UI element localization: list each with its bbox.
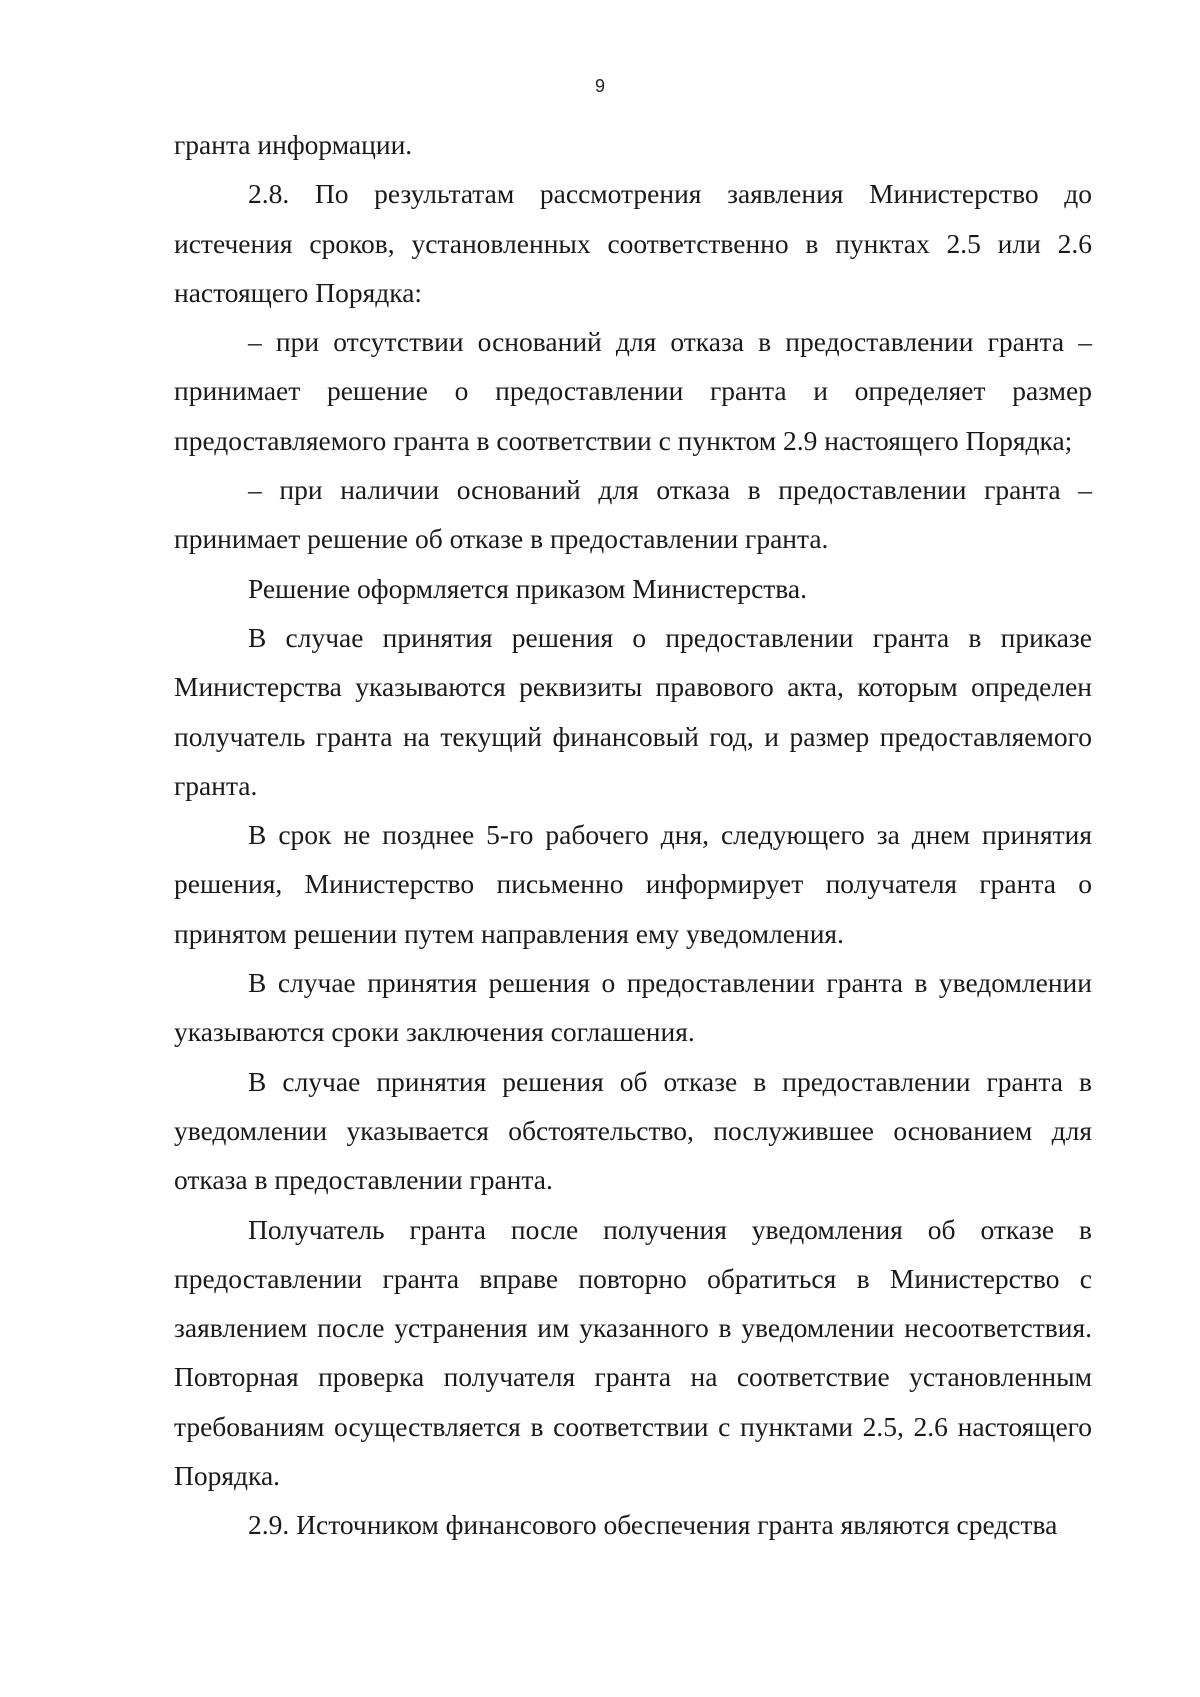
paragraph-grounds-for-refusal: – при наличии оснований для отказа в предоставлении гранта – принимает решение об отказе в предоставлении гранта. <box>174 474 1092 555</box>
document-body <box>174 120 1092 1550</box>
paragraph-2-8: 2.8. По результатам рассмотрения заявления Министерство до истечения сроков, установленных соответственно в пунктах 2.5 или 2.6 настоящего Порядка: <box>174 178 1092 308</box>
paragraph-no-grounds-for-refusal: – при отсутствии оснований для отказа в предоставлении гранта – принимает решение о предоставлении гранта и определяет размер предоставляемого гранта в соответствии с пунктом 2.9 настоящего Порядка; <box>174 326 1092 456</box>
paragraph-notification-approval: В случае принятия решения о предоставлении гранта в уведомлении указываются сроки заключения соглашения. <box>174 967 1092 1048</box>
paragraph-notification-refusal: В случае принятия решения об отказе в предоставлении гранта в уведомлении указывается обстоятельство, послужившее основанием для отказа в предоставлении гранта. <box>174 1065 1092 1196</box>
paragraph-2-9: 2.9. Источником финансового обеспечения гранта являются средства <box>248 1509 1058 1541</box>
page-number: 9 <box>594 76 605 96</box>
paragraph-order-details: В случае принятия решения о предоставлении гранта в приказе Министерства указываются реквизиты правового акта, которым определен получатель гранта на текущий финансовый год, и размер предоставляемого гранта. <box>174 621 1092 801</box>
paragraph-continuation: гранта информации. <box>174 129 413 160</box>
paragraph-notification-deadline: В срок не позднее 5-го рабочего дня, следующего за днем принятия решения, Министерство письменно информирует получателя гранта о принятом решении путем направления ему уведомления. <box>174 819 1092 949</box>
paragraph-decision-order: Решение оформляется приказом Министерства. <box>248 572 807 604</box>
paragraph-reapplication: Получатель гранта после получения уведомления об отказе в предоставлении гранта вправе повторно обратиться в Министерство с заявлением после устранения им указанного в уведомлении несоответствия. Повторная проверка получателя гранта на соответствие установленным требованиям осуществляется в соответствии с пунктами 2.5, 2.6 настоящего Порядка. <box>174 1213 1092 1492</box>
